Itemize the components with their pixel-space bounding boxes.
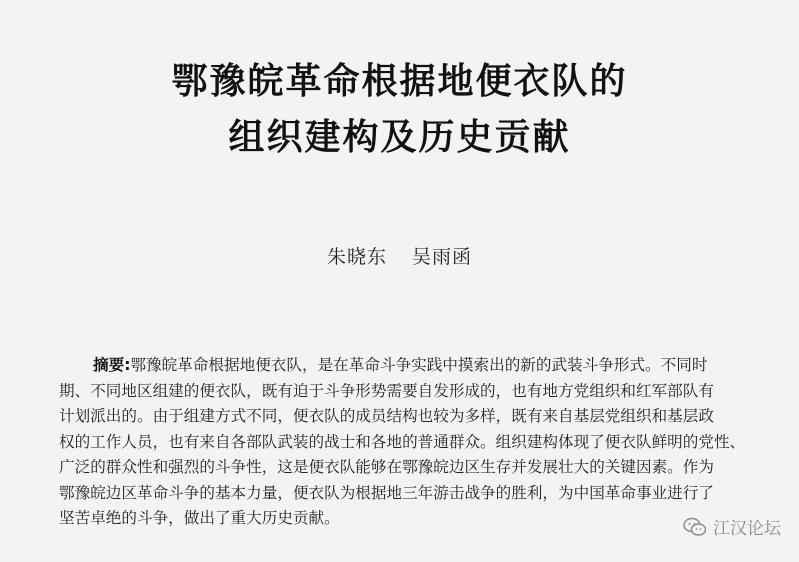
watermark xyxy=(683,514,781,539)
abstract-line-5: 广泛的群众性和强烈的斗争性，这是便衣队能够在鄂豫皖边区生存并发展壮大的关键因素。作为 xyxy=(59,458,714,476)
abstract-line-1 xyxy=(59,353,749,379)
abstract-text: 鄂豫皖革命根据地便衣队，是在革命斗争实践中摸索出的新的武装斗争形式。不同时 xyxy=(130,356,708,374)
abstract-line-2: 期、不同地区组建的便衣队，既有迫于斗争形势需要自发形成的，也有地方党组织和红军部队有 xyxy=(59,381,714,400)
abstract-label: 摘要: xyxy=(93,356,131,374)
wechat-icon xyxy=(683,517,707,537)
abstract-line-7: 坚苦卓绝的斗争，做出了重大历史贡献。 xyxy=(59,509,340,527)
abstract-line-3: 计划派出的。由于组建方式不同，便衣队的成员结构也较为多样，既有来自基层党组织和基层政 xyxy=(59,407,714,425)
abstract-line-6: 鄂豫皖边区革命斗争的基本力量，便衣队为根据地三年游击战争的胜利，为中国革命事业进行了 xyxy=(59,483,714,502)
paper-title-line-1: 鄂豫皖革命根据地便衣队的 xyxy=(171,61,628,102)
abstract-line-4: 权的工作人员，也有来自各部队武装的战士和各地的普通群众。组织建构体现了便衣队鲜明的党性、 xyxy=(59,432,746,451)
author-list xyxy=(0,242,799,269)
abstract xyxy=(59,353,749,532)
watermark-text: 江汉论坛 xyxy=(713,519,781,539)
paper-title-line-2: 组织建构及历史贡献 xyxy=(228,117,571,158)
author-1: 朱晓东 xyxy=(326,246,387,268)
author-2: 吴雨函 xyxy=(412,246,473,268)
